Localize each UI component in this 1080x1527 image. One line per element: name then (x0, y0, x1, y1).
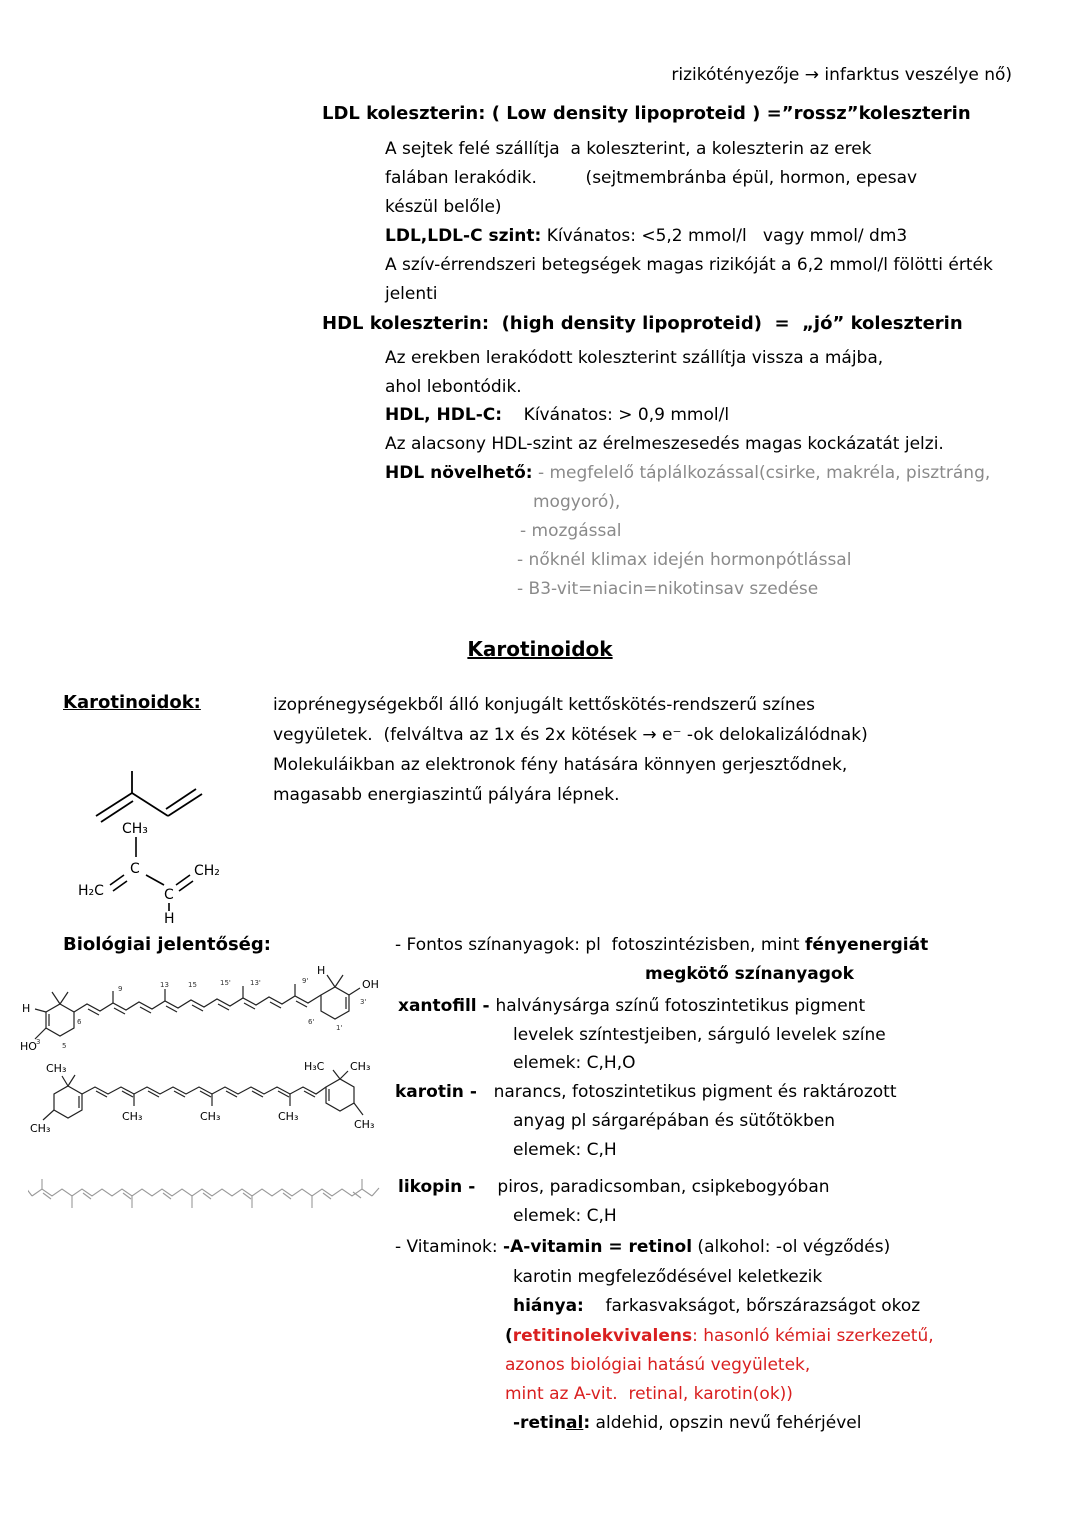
hdl-c-label: HDL, HDL-C: (385, 405, 503, 425)
carotene-h3c-right: H₃C (304, 1060, 325, 1073)
retinal-pre: -retin (513, 1413, 567, 1433)
carotene-structure (30, 1060, 382, 1144)
locant-9p: 9' (302, 977, 309, 985)
hianya-text: farkasvakságot, bőrszárazságot okoz (583, 1296, 921, 1316)
karotinoidok-p3: Molekuláikban az elektronok fény hatására könnyen gerjesztődnek, (273, 755, 848, 775)
vitaminok-rest: (alkohol: -ol végződés) (692, 1237, 891, 1257)
xantofill-line (398, 995, 865, 1017)
ldl-line-4: A szív-érrendszeri betegségek magas rizikóját a 6,2 mmol/l fölötti érték (385, 255, 993, 275)
fontos-text: - Fontos színanyagok: pl fotoszintézisben, mint (395, 935, 805, 955)
locant-15p: 15' (220, 979, 231, 987)
isoprene-labeled-structure (76, 815, 241, 925)
xantofill-label: xantofill - (398, 996, 496, 1016)
carotene-ch3-chain-1: CH₃ (122, 1110, 143, 1123)
xantofill-line-3: elemek: C,H,O (513, 1053, 636, 1073)
fontos-bold: fényenergiát (804, 935, 929, 955)
xanthophyll-oh-label: OH (362, 978, 379, 991)
locant-3p: 3' (360, 998, 367, 1006)
vitaminok-bold: -A-vitamin = retinol (503, 1237, 693, 1257)
hdl-line-3: Az alacsony HDL-szint az érelmeszesedés magas kockázatát jelzi. (385, 434, 944, 454)
xanthophyll-h-left-label: H (22, 1002, 31, 1015)
retinal-colon: : (583, 1413, 591, 1433)
locant-13: 13 (160, 981, 169, 989)
karotin-line-2: anyag pl sárgarépában és sütőtökben (513, 1111, 835, 1131)
hdl-novelheto-item2: - mozgással (520, 521, 622, 541)
retinal-underlined: al (566, 1413, 584, 1433)
hdl-line-2: ahol lebontódik. (385, 377, 522, 397)
locant-1p: 1' (336, 1024, 343, 1032)
ldl-line-1: A sejtek felé szállítja a koleszterint, a koleszterin az erek (385, 139, 872, 159)
locant-9: 9 (118, 985, 123, 993)
fontos-line (395, 934, 928, 956)
isoprene-ch2-label: CH₂ (194, 863, 220, 879)
retinol-ekvivalens-text: : hasonló kémiai szerkezetű, (692, 1326, 934, 1346)
karotinoidok-p2: vegyületek. (felváltva az 1x és 2x kötések → e⁻ -ok delokalizálódnak) (273, 725, 868, 745)
carotene-ch3-right-top: CH₃ (350, 1060, 371, 1073)
hdl-novelheto-item1-cont: mogyoró), (533, 492, 621, 512)
retinal-text: aldehid, opszin nevű fehérjével (590, 1413, 862, 1433)
likopin-label: likopin - (398, 1177, 482, 1197)
xantofill-line-2: levelek színtestjeiben, sárguló levelek színe (513, 1025, 886, 1045)
locant-13p: 13' (250, 979, 261, 987)
hianya-label: hiánya: (513, 1296, 584, 1316)
fontos-bold-2: megkötő színanyagok (645, 964, 854, 984)
isoprene-c1-label: C (130, 861, 140, 877)
hdl-novelheto-item1: - megfelelő táplálkozással(csirke, makréla, pisztráng, (532, 463, 991, 483)
karotinoidok-title: Karotinoidok (467, 637, 613, 661)
risk-continuation-line: rizikótényezője → infarktus veszélye nő) (671, 65, 1012, 85)
karotinoidok-p1: izoprénegységekből álló konjugált kettőskötés-rendszerű színes (273, 695, 815, 715)
carotene-ch3-left-bottom: CH₃ (30, 1122, 51, 1135)
likopin-line-2: elemek: C,H (513, 1206, 617, 1226)
karotin-label: karotin - (395, 1082, 483, 1102)
ldl-line-5: jelenti (385, 284, 438, 304)
likopin-line (398, 1176, 830, 1198)
ldl-szint-label: LDL,LDL-C szint: (385, 226, 542, 246)
locant-15: 15 (188, 981, 197, 989)
vitaminok-line-2: karotin megfeleződésével keletkezik (513, 1267, 823, 1287)
vitaminok-pre: - Vitaminok: (395, 1237, 504, 1257)
carotene-ch3-chain-2: CH₃ (200, 1110, 221, 1123)
locant-5: 5 (62, 1042, 67, 1050)
xantofill-text: halványsárga színű fotoszintetikus pigment (495, 996, 866, 1016)
carotene-ch3-chain-3: CH₃ (278, 1110, 299, 1123)
biologiai-heading: Biológiai jelentőség: (63, 934, 271, 955)
hianya-line (513, 1295, 920, 1317)
red-line-3: mint az A-vit. retinal, karotin(ok)) (505, 1384, 793, 1404)
open-paren: ( (505, 1326, 513, 1346)
karotinoidok-p4: magasabb energiaszintű pályára lépnek. (273, 785, 620, 805)
isoprene-h-label: H (164, 911, 175, 925)
karotin-text: narancs, fotoszintetikus pigment és raktározott (482, 1082, 897, 1102)
xanthophyll-ho-label: HO (20, 1040, 37, 1053)
ldl-szint-value: Kívánatos: <5,2 mmol/l vagy mmol/ dm3 (541, 226, 908, 246)
likopin-text: piros, paradicsomban, csipkebogyóban (481, 1177, 830, 1197)
ldl-heading: LDL koleszterin: ( Low density lipoproteid ) =”rossz”koleszterin (322, 103, 971, 124)
hdl-novelheto-line (385, 462, 990, 484)
isoprene-ch3-label: CH₃ (122, 821, 148, 837)
isoprene-c2-label: C (164, 887, 174, 903)
retinol-ekvivalens-line (505, 1325, 934, 1347)
hdl-novelheto-label: HDL növelhető: (385, 463, 533, 483)
xanthophyll-h-right-label: H (317, 964, 326, 977)
carotene-ch3-left-top: CH₃ (46, 1062, 67, 1075)
karotin-line-3: elemek: C,H (513, 1140, 617, 1160)
karotin-line (395, 1081, 896, 1103)
vitaminok-line (395, 1236, 890, 1258)
ldl-line-2: falában lerakódik. (sejtmembránba épül, hormon, epesav (385, 168, 918, 188)
hdl-line-1: Az erekben lerakódott koleszterint szállítja vissza a májba, (385, 348, 884, 368)
ldl-line-3: készül belőle) (385, 197, 502, 217)
carotene-ch3-right-bottom: CH₃ (354, 1118, 375, 1131)
red-line-2: azonos biológiai hatású vegyületek, (505, 1355, 811, 1375)
hdl-novelheto-item4: - B3-vit=niacin=nikotinsav szedése (517, 579, 819, 599)
xanthophyll-structure (20, 960, 392, 1056)
retinal-line (513, 1412, 861, 1434)
lycopene-structure (28, 1172, 383, 1218)
locant-6: 6 (77, 1018, 82, 1026)
karotinoidok-side-heading: Karotinoidok: (63, 692, 201, 713)
hdl-c-value: Kívánatos: > 0,9 mmol/l (502, 405, 730, 425)
ldl-szint-line (385, 225, 907, 247)
hdl-heading: HDL koleszterin: (high density lipoproteid) = „jó” koleszterin (322, 313, 963, 334)
isoprene-h2c-label: H₂C (78, 883, 104, 899)
locant-3: 3 (36, 1038, 41, 1046)
hdl-novelheto-item3: - nőknél klimax idején hormonpótlással (517, 550, 852, 570)
locant-6p: 6' (308, 1018, 315, 1026)
retinol-ekvivalens-bold: retitinolekvivalens (512, 1326, 693, 1346)
hdl-c-line (385, 404, 729, 426)
